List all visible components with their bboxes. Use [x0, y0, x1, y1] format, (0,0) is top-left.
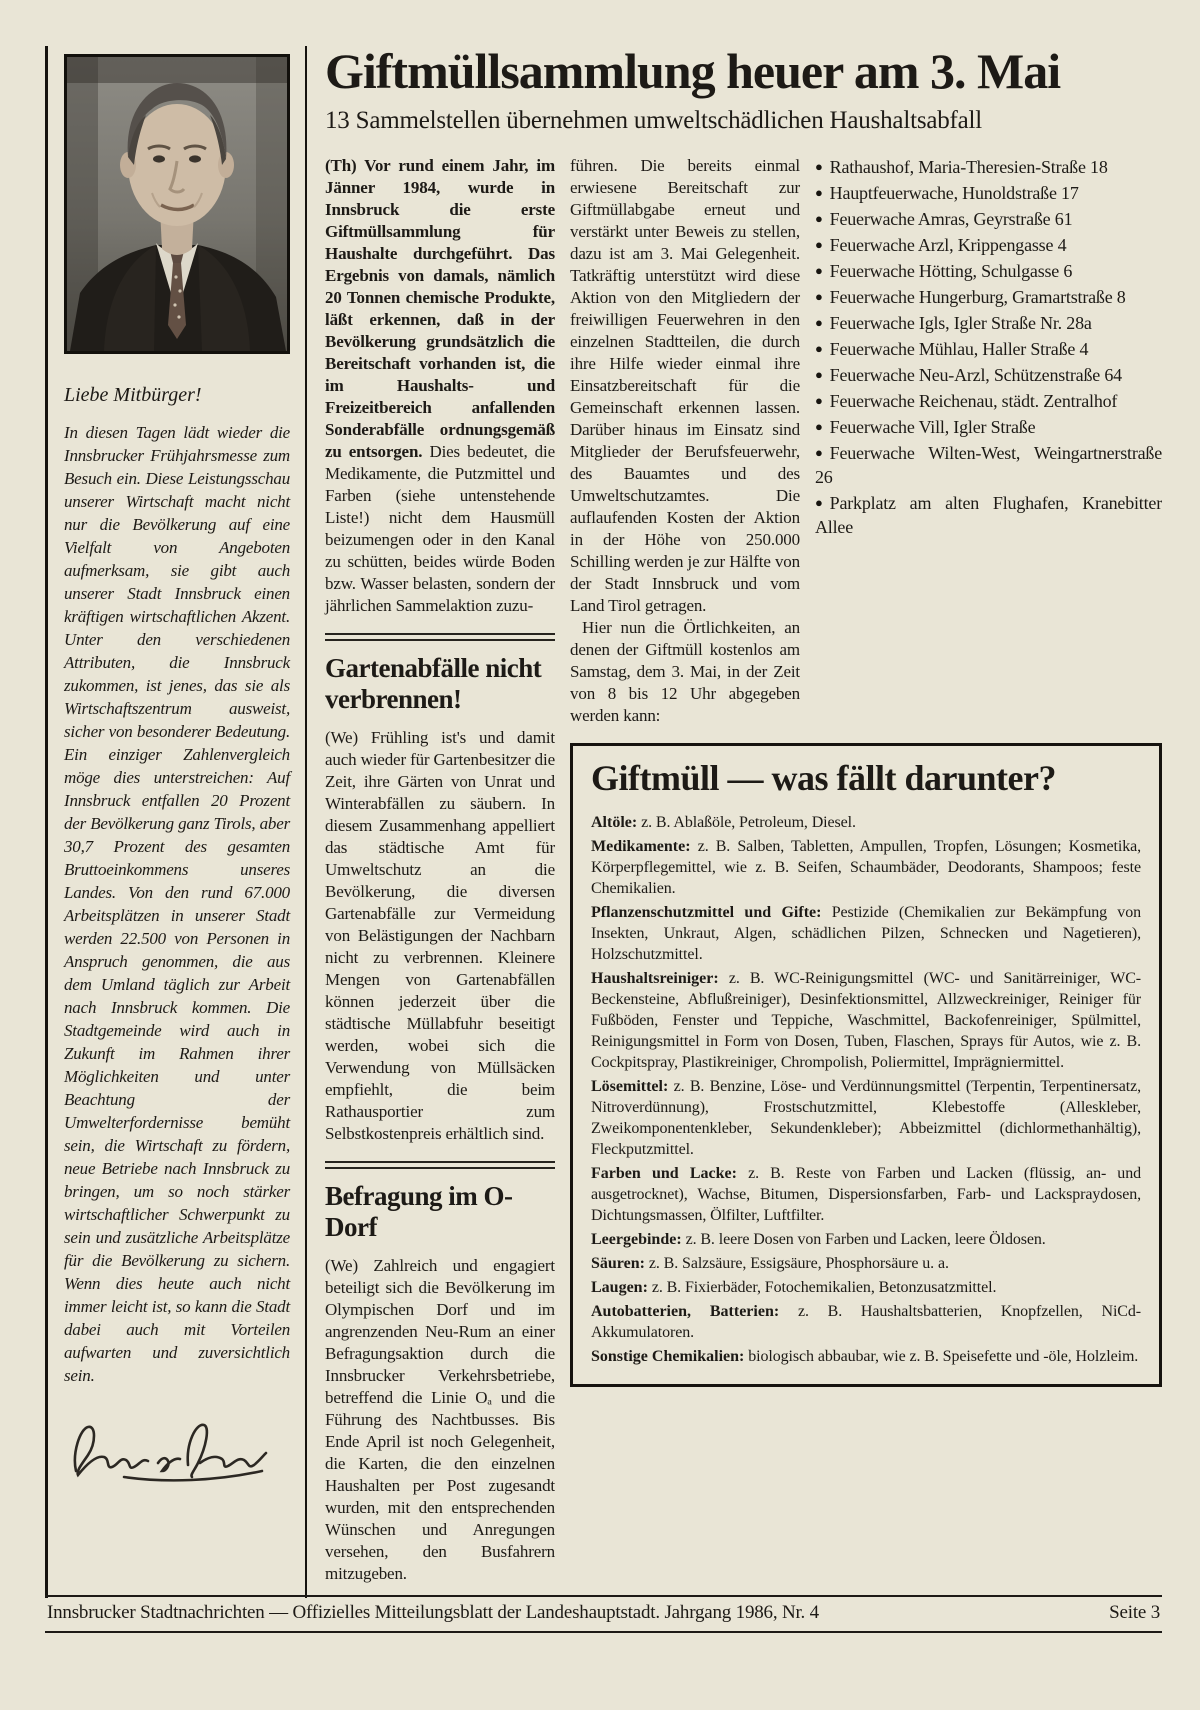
collection-points-list — [815, 155, 1162, 727]
entry-text: z. B. Benzine, Löse- und Verdünnungsmittel (Terpentin, Terpentinersatz, Nitroverdünnung), Frostschutzmittel, Klebestoffe (Alleskleber, Zweikomponentenkleber, Sekundenkleber); Abbeizmittel (dichlormethanhältig), Fleckputzmittel. — [591, 1077, 1141, 1158]
location-text: Feuerwache Amras, Geyrstraße 61 — [829, 209, 1073, 229]
footer-imprint: Innsbrucker Stadtnachrichten — Offizielles Mitteilungsblatt der Landeshauptstadt. Jahrgang 1986, Nr. 4 — [47, 1602, 819, 1623]
bullet-dot-icon — [815, 417, 830, 437]
info-box-entry — [591, 1277, 1141, 1298]
bullet-dot-icon — [815, 235, 830, 255]
entry-term: Medikamente: — [591, 837, 691, 855]
signature-illustration — [66, 1413, 272, 1485]
columns-two-three — [570, 155, 1162, 1598]
entry-text: z. B. Haushaltsbatterien, Knopfzellen, NiCd-Akkumulatoren. — [591, 1302, 1141, 1341]
location-text: Feuerwache Wilten-West, Weingartnerstraße 26 — [815, 443, 1162, 487]
main-headline: Giftmüllsammlung heuer am 3. Mai — [325, 46, 1061, 99]
info-box-entry — [591, 836, 1141, 899]
entry-text: z. B. Ablaßöle, Petroleum, Diesel. — [641, 813, 856, 831]
entry-text: biologisch abbaubar, wie z. B. Speisefette und -öle, Holzleim. — [748, 1347, 1139, 1365]
location-text: Feuerwache Arzl, Krippengasse 4 — [829, 235, 1067, 255]
info-box-entry — [591, 812, 1141, 833]
entry-term: Autobatterien, Batterien: — [591, 1302, 780, 1320]
letter-salutation: Liebe Mitbürger! — [64, 384, 202, 406]
entry-term: Farben und Lacke: — [591, 1164, 737, 1182]
bullet-dot-icon — [815, 287, 830, 307]
entry-term: Säuren: — [591, 1254, 645, 1272]
column-one — [325, 155, 555, 1598]
entry-term: Haushaltsreiniger: — [591, 969, 719, 987]
article-lead-rest: Dies bedeutet, die Medikamente, die Putzmittel und Farben (siehe untenstehende Liste!) nicht dem Hausmüll beizumengen oder in den Kanal zu schütten, beides würde Boden bzw. Wasser belasten, sondern der jährlichen Sammelaktion zuzu- — [325, 442, 555, 615]
location-item — [815, 233, 1162, 257]
location-item — [815, 311, 1162, 335]
garden-article-body: (We) Frühling ist's und damit auch wieder für Gartenbesitzer die Zeit, ihre Gärten von Unrat und Winterabfällen zu säubern. In diesem Zusammenhang appelliert das städtische Amt für Umweltschutz an die Bevölkerung, die diversen Gartenabfälle zur Vermeidung von Belästigungen der Nachbarn nicht zu verbrennen. Kleinere Mengen von Gartenabfällen können jederzeit über die städtische Müllabfuhr beseitigt werden, wobei sich die Verwendung von Müllsäcken empfiehlt, die beim Rathausportier zum Selbstkostenpreis erhältlich sind. — [325, 728, 555, 1143]
article-columns — [325, 155, 1162, 1598]
bullet-dot-icon — [815, 313, 830, 333]
location-text: Feuerwache Vill, Igler Straße — [829, 417, 1036, 437]
main-subhead: 13 Sammelstellen übernehmen umweltschädlichen Haushaltsabfall — [325, 107, 983, 134]
article-paragraph: führen. Die bereits einmal erwiesene Bereitschaft zur Giftmüllabgabe erneut und verstärkt unter Beweis zu stellen, dazu ist am 3. Mai Gelegenheit. Tatkräftig unterstützt wird diese Aktion von den Mitgliedern der freiwilligen Feuerwehren in den einzelnen Stadtteilen, die durch ihre Hilfe wieder einmal ihre Einsatzbereitschaft für die Gemeinschaft erkennen lassen. Darüber hinaus im Einsatz sind Mitglieder der Berufsfeuerwehr, des Bauamtes und des Umweltschutzamtes. Die auflaufenden Kosten der Aktion in der Höhe von 250.000 Schilling werden je zur Hälfte von der Stadt Innsbruck und vom Land Tirol getragen. — [570, 156, 800, 615]
info-box-entry — [591, 1229, 1141, 1250]
location-item — [815, 207, 1162, 231]
article-lead-bold: (Th) Vor rund einem Jahr, im Jänner 1984, wurde in Innsbruck die erste Giftmüllsammlung für Haushalte durchgeführt. Das Ergebnis von damals, nämlich 20 Tonnen chemische Produkte, läßt erkennen, daß in der Bevölkerung grundsätzlich die Bereitschaft vorhanden ist, die im Haushalts- und Freizeitbereich anfallenden Sonderabfälle ordnungsgemäß zu entsorgen. — [325, 156, 555, 461]
column-two — [570, 155, 800, 727]
location-text: Feuerwache Reichenau, städt. Zentralhof — [829, 391, 1118, 411]
article-upper-row — [570, 155, 1162, 727]
info-box-entry — [591, 1346, 1141, 1367]
bullet-dot-icon — [815, 391, 830, 411]
location-text: Feuerwache Neu-Arzl, Schützenstraße 64 — [829, 365, 1122, 385]
letter-body: In diesen Tagen lädt wieder die Innsbrucker Frühjahrsmesse zum Besuch ein. Diese Leistungsschau unserer Wirtschaft macht nicht nur die Bevölkerung auf eine Vielfalt von Angeboten aufmerksam, sie gibt auch unserer Stadt Innsbruck einen kräftigen wirtschaftlichen Akzent. Unter den verschiedenen Attributen, die Innsbruck zukommen, ist jenes, das sie als Wirtschaftszentrum ausweist, sicher von besonderer Bedeutung. Ein einziger Zahlenvergleich möge dies unterstreichen: Auf Innsbruck entfallen 20 Prozent der Bevölkerung ganz Tirols, aber 30,7 Prozent des gesamten Bruttoeinkommens unseres Landes. Von den rund 67.000 Arbeitsplätzen in unserer Stadt werden 22.500 von Personen in Anspruch genommen, die aus dem Umland täglich zur Arbeit nach Innsbruck kommen. Die Stadtgemeinde wird auch in Zukunft im Rahmen ihrer Möglichkeiten und unter Beachtung der Umwelterfordernisse bemüht sein, die Wirtschaft zu fördern, neue Betriebe nach Innsbruck zu bringen, um so noch stärker wirtschaftlicher Schwerpunkt zu sein und zusätzliche Arbeitsplätze für die Bevölkerung zu sichern. Wenn dies heute auch nicht immer leicht ist, so kann die Stadt dabei auch mit Vorteilen aufwarten und zuversichtlich sein. — [64, 423, 290, 1385]
entry-text: z. B. Reste von Farben und Lacken (flüssig, an- und ausgetrocknet), Wachse, Bitumen, Dispersionsfarben, Farb- und Lackspraydosen, Dichtungsmassen, Ölfilter, Luftfilter. — [591, 1164, 1141, 1224]
entry-text: z. B. leere Dosen von Farben und Lacken, leere Öldosen. — [685, 1230, 1046, 1248]
bullet-dot-icon — [815, 209, 830, 229]
footer-page-number: Seite 3 — [1109, 1602, 1160, 1623]
mayor-signature — [66, 1413, 290, 1490]
survey-article-body: (We) Zahlreich und engagiert beteiligt sich die Bevölkerung im Olympischen Dorf und im angrenzenden Neu-Rum an einer Befragungsaktion durch die Innsbrucker Verkehrsbetriebe, betreffend die Linie Oₐ und die Führung des Nachtbusses. Bis Ende April ist noch Gelegenheit, die Karten, die den einzelnen Haushalten per Post zugesandt wurden, mit den entsprechenden Wünschen und Anregungen versehen, den Busfahrern mitzugeben. — [325, 1256, 555, 1583]
section-divider — [325, 633, 555, 641]
bullet-dot-icon — [815, 261, 830, 281]
location-text: Parkplatz am alten Flughafen, Kranebitter Allee — [815, 493, 1162, 537]
location-text: Feuerwache Igls, Igler Straße Nr. 28a — [829, 313, 1092, 333]
survey-article-headline: Befragung im O-Dorf — [325, 1181, 513, 1242]
location-text: Rathaushof, Maria-Theresien-Straße 18 — [829, 157, 1108, 177]
location-text: Feuerwache Hötting, Schulgasse 6 — [829, 261, 1073, 281]
entry-text: Pestizide (Chemikalien zur Bekämpfung von Insekten, Unkraut, Algen, schädlichen Pilzen, Schnecken und Nagetieren), Holzschutzmittel. — [591, 903, 1141, 963]
info-box-entry — [591, 1301, 1141, 1343]
entry-text: z. B. Salben, Tabletten, Ampullen, Tropfen, Lösungen; Kosmetika, Körperpflegemittel, wie z. B. Seifen, Schaumbäder, Deodorants, Shampoos; feste Chemikalien. — [591, 837, 1141, 897]
location-item — [815, 259, 1162, 283]
location-item — [815, 337, 1162, 361]
info-box-headline: Giftmüll — was fällt darunter? — [591, 758, 1056, 798]
info-box-entry — [591, 1163, 1141, 1226]
bullet-dot-icon — [815, 443, 830, 463]
location-text: Feuerwache Hungerburg, Gramartstraße 8 — [829, 287, 1126, 307]
location-item — [815, 441, 1162, 489]
location-item — [815, 415, 1162, 439]
page-content — [45, 46, 1162, 1598]
bullet-dot-icon — [815, 339, 830, 359]
bullet-dot-icon — [815, 493, 830, 513]
location-item — [815, 363, 1162, 387]
info-box-entry — [591, 968, 1141, 1073]
info-box-entry — [591, 902, 1141, 965]
location-text: Hauptfeuerwache, Hunoldstraße 17 — [829, 183, 1079, 203]
mayor-portrait-photo — [64, 54, 290, 354]
mayor-letter-column — [45, 46, 307, 1598]
entry-text: z. B. Salzsäure, Essigsäure, Phosphorsäure u. a. — [648, 1254, 949, 1272]
entry-text: z. B. WC-Reinigungsmittel (WC- und Sanitärreiniger, WC-Beckensteine, Abflußreiniger), Desinfektionsmittel, Allzweckreiniger, Reiniger für Fußböden, Fenster und Teppiche, Waschmittel, Backofenreiniger, Spülmittel, Reinigungsmittel in Form von Dosen, Tuben, Flaschen, Sprays für Autos, wie z. B. Cockpitspray, Plastikreiniger, Chrompolish, Poliermittel, Imprägniermittel. — [591, 969, 1141, 1071]
main-article-area — [307, 46, 1162, 1598]
info-box-entry — [591, 1253, 1141, 1274]
location-item — [815, 155, 1162, 179]
section-divider — [325, 1161, 555, 1169]
page-footer — [45, 1595, 1162, 1633]
entry-text: z. B. Fixierbäder, Fotochemikalien, Betonzusatzmittel. — [651, 1278, 997, 1296]
entry-term: Pflanzenschutzmittel und Gifte: — [591, 903, 822, 921]
toxic-waste-info-box — [570, 743, 1162, 1387]
location-text: Feuerwache Mühlau, Haller Straße 4 — [829, 339, 1089, 359]
entry-term: Altöle: — [591, 813, 638, 831]
garden-article-headline: Gartenabfälle nicht verbrennen! — [325, 653, 542, 714]
location-item — [815, 285, 1162, 309]
entry-term: Lösemittel: — [591, 1077, 669, 1095]
article-paragraph: Hier nun die Örtlichkeiten, an denen der Giftmüll kostenlos am Samstag, dem 3. Mai, in der Zeit von 8 bis 12 Uhr abgegeben werden kann: — [570, 618, 800, 725]
location-item — [815, 389, 1162, 413]
bullet-dot-icon — [815, 157, 830, 177]
entry-term: Leergebinde: — [591, 1230, 682, 1248]
entry-term: Laugen: — [591, 1278, 648, 1296]
info-box-entry — [591, 1076, 1141, 1160]
article-paragraph — [325, 155, 555, 617]
location-item — [815, 181, 1162, 205]
portrait-illustration — [67, 57, 287, 351]
location-item — [815, 491, 1162, 539]
bullet-dot-icon — [815, 183, 830, 203]
entry-term: Sonstige Chemikalien: — [591, 1347, 745, 1365]
bullet-dot-icon — [815, 365, 830, 385]
